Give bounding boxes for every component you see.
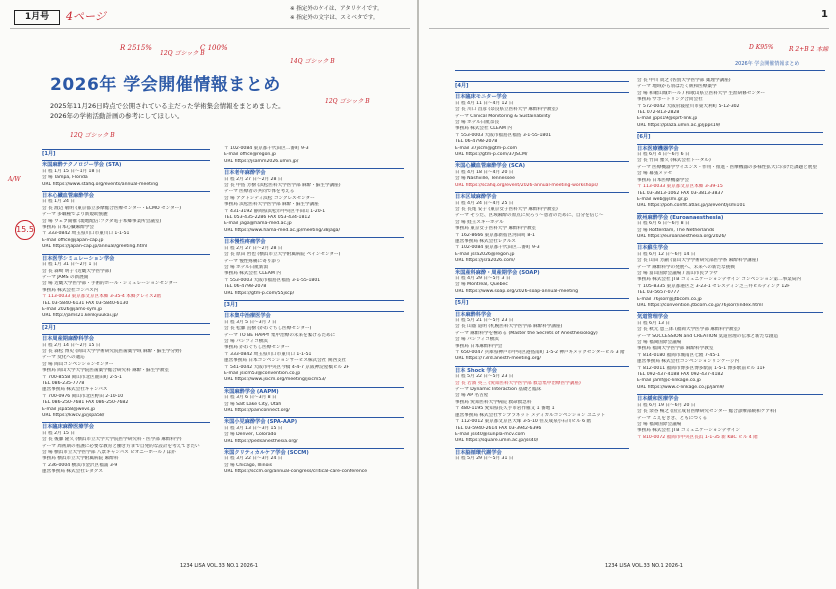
- left-column-1: [42, 146, 210, 476]
- listing-line: 会 長 山田 芳嗣 (富山大学学術研究部医学系 麻酔科学講座): [637, 258, 759, 264]
- listing-line: 会 長 森崎 明子 (近畿大学医学部): [42, 268, 112, 274]
- listing-line: 〒 112-0012 東京都文京区大塚 3-5-10 住友成泉小石川ビル 6 階: [455, 419, 592, 425]
- listing-line: 日 程 4月 18 日～4月 20 日: [455, 169, 514, 175]
- handwritten-note: 12Q ゴシック B: [160, 50, 205, 57]
- listing-url[interactable]: URL https://poh.confit.atlas.jp/ja/event/jsmi101: [637, 203, 746, 209]
- listing-line: 運営事務局 株式会社コンベンションリンケージ内: [637, 359, 740, 365]
- listing-line: 〒 236-0004 横浜市金沢区福浦 3-9: [42, 462, 118, 468]
- right-column-1: [455, 78, 629, 463]
- notice-line-2: ※ 指定外の文字は、スミベタです。: [290, 15, 379, 21]
- listing-url[interactable]: URL http://jams21.kenkyuukai.jp/: [42, 313, 119, 319]
- listing-url[interactable]: URL https://gtm-p.com/37JSCM/: [455, 152, 528, 158]
- section-heading: [2月]: [42, 323, 210, 331]
- listing-line: E-mail office@regon.jp: [224, 152, 276, 158]
- section-heading: 日本慢性疼痛学会: [224, 237, 404, 245]
- section-heading: 日本緩和医療学会: [637, 394, 823, 402]
- section-heading: 気道管理学会: [637, 312, 823, 320]
- running-banner: 2026年 学会開催情報まとめ: [735, 61, 800, 67]
- listing-line: 運営事務局 株式会社レグルス: [455, 238, 516, 244]
- listing-line: テーマ 麻酔科学の発展へ、未来への新たな挑戦: [637, 264, 735, 270]
- listing-line: 事務局 浜松医科大学医学部 麻酔・蘇生学講座: [224, 202, 319, 208]
- listing-line: 日 程 2月 14 日～2月 15 日: [42, 342, 101, 348]
- listing-line: 〒 810-0072 福岡市中央区長浜 1-1-35 新 KBC ビル 4 階: [637, 434, 758, 440]
- handwritten-note: 14Q ゴシック B: [290, 58, 335, 65]
- listing-line: 〒 431-3192 静岡県浜松市中央区半田山 1-20-1: [224, 208, 326, 214]
- listing-line: 会 場 Salt Lake City, Utah: [224, 401, 282, 407]
- listing-line: 事務局 東京女子医科大学 麻酔科学教室: [455, 226, 537, 232]
- listing-line: 〒 113-0033 東京都文京区本郷 3-39-15: [637, 184, 723, 190]
- listing-line: E-mail jsicm53@convention.co.jp: [224, 371, 301, 376]
- left-page: [0, 0, 417, 589]
- listing-line: 会 長 秋元 恵三郎 (福岡大学医学部 麻酔科学教室): [637, 327, 740, 333]
- handwritten-note: C 100%: [200, 44, 228, 52]
- listing-line: テーマ SUCCESSION and CREATION 気道管理の伝承と新たな創造: [637, 333, 779, 339]
- listing-url[interactable]: URL https://73rd.anesth-meeting.org/: [455, 356, 541, 362]
- listing-line: 日 程 5月 29 日～5月 31 日: [455, 456, 514, 462]
- listing-line: テーマ 変化への適応: [42, 355, 85, 361]
- listing-line: TEL 086-250-7681 FAX 086-250-7682: [42, 400, 129, 406]
- listing-url[interactable]: URL https://pedsanesthesia.org/: [224, 438, 298, 444]
- listing-line: 会 場 富山国際会議場 / 富山市民プラザ: [637, 270, 718, 276]
- section-heading: 日本臨床モニター学会: [455, 92, 629, 100]
- page-number: 1: [821, 9, 828, 20]
- section-heading: 日本心臓血管麻酔学会: [42, 191, 210, 199]
- listing-line: 会 場 アクトシティ浜松 コングレスセンター: [224, 195, 315, 201]
- listing-line: 日 程 4月 29 日～5月 3 日: [455, 275, 511, 281]
- listing-line: 事務局 福岡大学医学部 麻酔科学教室: [637, 346, 714, 352]
- section-heading: [5月]: [455, 298, 629, 306]
- listing-line: 会 場 AP 名古屋: [455, 393, 489, 399]
- top-rule: [10, 28, 410, 29]
- listing-line: 会 場 幕張メッセ: [637, 171, 673, 177]
- listing-line: 日 程 3月 5 日～3月 7 日: [224, 319, 277, 325]
- listing-line: 会 場 岡山コンベンションセンター: [42, 361, 114, 367]
- listing-line: テーマ 地域から羽ばたく緩和医療薬学: [637, 84, 717, 90]
- listing-line: 日 程 4月 11 日～4月 12 日: [455, 100, 514, 106]
- listing-line: 〒 812-0011 福岡市博多区博多駅前 1-5-1 博多駅前ビル 11F: [637, 365, 766, 371]
- intro-line-2: 2026年の学術活動計画の参考にしてほしい。: [50, 112, 184, 120]
- listing-line: 〒 102-0084 東京都千代田区二番町 9-3: [224, 146, 309, 151]
- listing-line: 日 程 3月 22 日～3月 24 日: [224, 456, 283, 462]
- listing-line: 〒 814-0180 福岡市城南区七隈 7-45-1: [637, 352, 720, 358]
- listing-line: 事務局 株式会社 JTB コミュニケーションデザイン コンベンション第二事業局内: [637, 277, 801, 283]
- listing-line: TEL 03-5940-2614 FAX 03-3942-6396: [455, 425, 542, 431]
- listing-line: 日 程 2月 27 日～2月 28 日: [224, 176, 283, 182]
- listing-line: TEL 03-5840-6131 FAX 03-5840-6130: [42, 300, 129, 306]
- listing-url[interactable]: URL https://kwcv.jp/jspa58/: [42, 413, 105, 419]
- listing-line: 日 程 4月 24 日～4月 25 日: [455, 200, 514, 206]
- listing-url[interactable]: URL https://www.jsicm.org/meeting/jsicm53/: [224, 377, 326, 383]
- listing-line: 事務局 愛知医科大学病院 救命救急科: [455, 399, 532, 405]
- page-footer: 1234 LISA VOL.33 NO.1 2026-1: [180, 563, 258, 569]
- right-column-2: [637, 78, 823, 441]
- listing-line: 日 程 2月 27 日～2月 28 日: [224, 245, 283, 251]
- listing-line: 会 場 ウェブ開催 (現地配信:フクダ電子本郷事業所会議室): [42, 218, 162, 224]
- section-heading: 欧州麻酔学会 (Euroanaesthesia): [637, 213, 823, 221]
- listing-line: テーマ こえをきき、ともにつくる: [637, 415, 708, 421]
- listing-line: 日 程 6月 19 日～6月 20 日: [637, 402, 696, 408]
- listing-line: 会 長 渡辺 敬明 (東京都立多摩総合医療センター・ECMO センター): [42, 205, 182, 211]
- listing-line: 〒 650-0047 兵庫県神戸市中央区港島南町 1-5-2 神戸キメックセンタービル 3 階: [455, 350, 625, 356]
- listing-line: テーマ 多職種でより新規助族麗: [42, 212, 108, 218]
- listing-url[interactable]: URL https://jsamm2026.umin.jp/: [224, 158, 299, 164]
- section-heading: 日本臨床麻酔医療学会: [42, 422, 210, 430]
- listing-line: 会 場 パシフィコ横浜: [224, 338, 268, 344]
- listing-line: 会 長 原田 哲也 (横浜市立大学附属病院 ペインセンター): [224, 252, 341, 258]
- section-heading: 日本区域麻酔学会: [455, 192, 629, 200]
- listing-line: TEL 03-3813-1062 FAX 03-3813-3837: [637, 190, 724, 196]
- listing-line: TEL 03-5657-0777: [637, 290, 680, 296]
- listing-line: 会 場 横浜市立大学医学部 八景キャンパス ピオニーホール / ほか: [42, 450, 176, 456]
- listing-line: 日 程 1月 24 日: [42, 199, 75, 205]
- handwritten-note: D K95%: [749, 44, 774, 51]
- listing-line: E-mail web@jsmi.gr.jp: [637, 196, 688, 202]
- section-heading: 日本医学シミュレーション学会: [42, 254, 210, 262]
- listing-line: 会 場 Tampa, Florida: [42, 175, 88, 181]
- listing-line: 事務局 サポートリンク合同会社: [637, 97, 703, 103]
- circled-note: 15.5: [15, 220, 35, 240]
- listing-url[interactable]: URL https://www.stahq.org/events/annual-meeting: [42, 181, 159, 187]
- section-heading: 米国クリティカルケア学会 (SCCM): [224, 448, 404, 456]
- listing-line: 会 長 余谷 暢之 (国立成育医療研究センター 総合診療部緩和ケア科): [637, 409, 777, 415]
- listing-line: TEL 053-435-2286 FAX 053-434-1812: [224, 215, 311, 221]
- listing-line: TEL 092-437-4188 FAX 092-437-4182: [637, 372, 724, 378]
- listing-line: テーマ 麻酔科学を極める (Master the Secrets of Anesthesiology): [455, 330, 598, 336]
- listing-line: 〒 553-0003 大阪市福島区福島 3-1-55-1801: [224, 277, 321, 283]
- listing-line: 運営事務局 株式会社サンプラネット メディカルコンベンション ユニット: [455, 412, 606, 418]
- listing-line: 日 程 3月 13 日～3月 15 日: [224, 425, 283, 431]
- listing-line: 事務局 日本医療機器学会: [637, 177, 689, 183]
- listing-line: E-mail jsra2026@regon.jp: [455, 251, 515, 257]
- listing-line: E-mail jss40@sunpla-mcv.com: [455, 431, 525, 437]
- handwritten-note: 12Q ゴシック B: [325, 98, 370, 105]
- listing-line: 事務局 株式会社 CLEAM 内: [224, 271, 281, 277]
- section-heading: 米国産科麻酔・周産期学会 (SOAP): [455, 268, 629, 276]
- listing-line: テーマ 医療者の共同で体を考える: [224, 189, 295, 195]
- listing-line: 会 長 中川 貴之 (佐賀大学医学部 薬理学講座): [637, 78, 731, 83]
- listing-line: 運営事務局 株式会社キャンパス: [42, 387, 108, 393]
- page-title: 2026年 学会開催情報まとめ: [50, 75, 281, 95]
- listing-line: 日 程 6月 12 日～6月 14 日: [637, 251, 696, 257]
- listing-line: 〒 480-1195 愛知県長久手市岩作雁又 1 番地 1: [455, 406, 555, 412]
- handwritten-note: 12Q ゴシック B: [70, 132, 115, 139]
- handwritten-page-note: 4ページ: [66, 10, 106, 23]
- listing-line: 運営事務局 株式会社レダクス: [42, 469, 103, 475]
- listing-line: 会 長 後藤 隆久 (横浜市立大学大学院医学研究科・医学部 麻酔科学): [42, 437, 182, 443]
- listing-url[interactable]: URL https://gtm-p.com/55jscp/: [224, 290, 295, 296]
- handwritten-note: A/W: [8, 176, 21, 183]
- listing-line: 事務局 株式会社コンパス内: [42, 287, 99, 293]
- section-heading: 米国小児麻酔学会 (SPA-AAP): [224, 417, 404, 425]
- listing-line: 会 場 Chicago, Illinois: [224, 462, 273, 468]
- listing-line: 会 場 福岡国際会議場: [637, 421, 682, 427]
- listing-line: 日 程 6月 6 日～6月 8 日: [637, 221, 690, 227]
- listing-line: 会 場 近畿大学医学部・手術的ホール・シミュレーションセンター: [42, 281, 178, 287]
- listing-line: テーマ 慢性疼痛に寄り添う: [224, 258, 281, 264]
- listing-line: テーマ そうだ、区域麻酔の原点に戻ろう～患者のために、自分を信じ～: [455, 213, 604, 219]
- section-heading: [4月]: [455, 81, 629, 89]
- section-heading: 米国心臓血管麻酔学会 (SCA): [455, 161, 629, 169]
- listing-url[interactable]: URL https://square.umin.ac.jp/jss40/: [455, 438, 539, 444]
- listing-line: 会 場 和歌山城ホール / 和歌山県立医科大学 生涯研修センター: [637, 90, 766, 96]
- listing-line: E-mail jamf@c-linkage.co.jp: [637, 378, 701, 384]
- listing-line: テーマ 周術期の看護に必要な教育と働き方まで自発的な設計を考えてきたい: [42, 443, 200, 449]
- listing-line: 事務局 岡山大学大学院医歯薬学総合研究科 麻酔・蘇生学教室: [42, 368, 169, 374]
- listing-line: 事務局 株式会社 JTB コミュニケーションデザイン: [637, 428, 740, 434]
- listing-line: 事務局 横浜市立大学附属病院 麻酔科: [42, 456, 119, 462]
- listing-url[interactable]: URL https://euroanaesthesia.org/2026/: [637, 233, 726, 239]
- section-heading: 日本老年麻酔学会: [224, 168, 404, 176]
- listing-line: 会 長 森松 博史 (岡山大学学術研究院医歯薬学域 麻酔・蘇生学分野): [42, 348, 182, 354]
- listing-line: 会 長 長尾 安子 (東京女子医科大学 麻酔科学教室): [455, 206, 558, 212]
- month-tab: 1月号: [14, 10, 60, 25]
- listing-line: 日 程 2月 15 日: [42, 430, 75, 436]
- section-heading: 日本周産期麻酔科学会: [42, 334, 210, 342]
- listing-line: 〒 700-8558 岡山市北区鹿田町 2-5-1: [42, 374, 122, 380]
- section-heading: [1月]: [42, 149, 210, 157]
- listing-url[interactable]: URL https://www.c-linkage.co.jp/jam9/: [637, 384, 725, 390]
- page-footer: 1234 LISA VOL.33 NO.1 2026-1: [605, 563, 683, 569]
- listing-line: 会 場 福岡国際会議場: [637, 340, 682, 346]
- listing-line: 会 長 松藤 直樹 (かわぐちし医療センター): [224, 326, 312, 332]
- listing-line: 〒 553-0003 大阪市福島区福島 3-1-55-1801: [455, 132, 552, 138]
- listing-line: テーマ TO BE HAPPY 集中治療の未来を繋げるために: [224, 332, 336, 338]
- listing-line: テーマ 医療機器学サイエンス - 作用・推進 - 医療機器の多様性拡大に向けた課題と展望: [637, 164, 817, 170]
- listing-line: 会 長 中島 芳樹 (浜松医科大学医学部 麻酔・蘇生学講座): [224, 183, 341, 189]
- left-column-2: [224, 146, 404, 476]
- listing-line: 〒 333-0842 埼玉県川口市東川口 1-1-51: [42, 231, 130, 237]
- listing-line: テーマ Clinical Monitoring & Sustainability: [455, 113, 551, 119]
- top-rule: [429, 28, 829, 29]
- listing-url[interactable]: URL https://convention.jtbcom.co.jp/76jsorr/index.html: [637, 303, 763, 308]
- section-heading: 米国麻酔テクノロジー学会 (STA): [42, 160, 210, 168]
- section-heading: 日本集中治療医学会: [224, 311, 404, 319]
- listing-url[interactable]: URL https://jsra2026.com/: [455, 258, 515, 264]
- section-heading: 日本脳循環代謝学会: [455, 448, 629, 456]
- listing-line: 運営事務局 日本コンベンションサービス株式会社 関西支社: [224, 358, 347, 364]
- section-heading: 日本麻酔科学会: [455, 310, 629, 318]
- listing-line: 日 程 1月 15 日～1月 18 日: [42, 168, 101, 174]
- listing-line: 会 場 Nashville, Tennessee: [455, 176, 515, 182]
- listing-url[interactable]: URL https://www.soap.org/2026-soap-annual-meeting: [455, 288, 579, 294]
- listing-line: 日 程 5月 21 日～5月 23 日: [455, 318, 514, 323]
- listing-line: 会 場 Rotterdam, The Netherlands: [637, 227, 715, 233]
- listing-line: 〒 162-8666 東京都新宿区河田町 8-1: [455, 232, 535, 238]
- listing-url[interactable]: URL https://painconnect.org/: [224, 408, 290, 414]
- section-heading: 日本蘇生学会: [637, 243, 823, 251]
- listing-url[interactable]: URL https://japan-cap.jp/annual/greeting.html: [42, 244, 148, 250]
- listing-line: TEL 072-813-2828: [637, 110, 680, 116]
- listing-line: TEL 06-4798-2078: [455, 139, 498, 145]
- section-heading: 米国麻酔学会 (AAPM): [224, 387, 404, 395]
- intro-line-1: 2025年11月26日時点で公開されている主だった学術集会情報をまとめました。: [50, 102, 285, 110]
- handwritten-note: R 2515%: [120, 44, 152, 52]
- listing-line: 事務局 日本麻酔科学会: [455, 343, 503, 349]
- listing-line: 会 場 ホテル日航奈良: [455, 120, 500, 126]
- listing-line: E-mail 2026@jams-sym.jp: [42, 306, 103, 312]
- listing-line: テーマ Dynamic Interaction 基礎と臨床: [455, 387, 542, 393]
- listing-line: 会 場 Denver, Colorado: [224, 432, 277, 438]
- listing-line: 〒 541-0042 大阪市中央区今橋 4-4-7 京阪神淀屋橋ビル 2F: [224, 364, 350, 370]
- listing-line: 日 程 6月 4 日～6月 6 日: [637, 152, 690, 158]
- listing-line: 会 場 経王スキーホテル: [455, 219, 504, 225]
- listing-line: 会 長 竹田 雅久 (株式会社トータル): [637, 158, 711, 164]
- banner-rule: [455, 70, 825, 71]
- listing-line: E-mail jspa58@wevs.jp: [42, 406, 96, 412]
- listing-line: 〒 572-0042 大阪府寝屋川市東大利町 5-12-302: [637, 103, 740, 109]
- listing-line: E-mail jaga@hama-med.ac.jp: [224, 221, 292, 227]
- listing-line: 〒 113-0033 東京都文京区本郷 3-35-4 本郷グレイス2階: [42, 294, 162, 300]
- section-heading: 日本 Shock 学会: [455, 366, 629, 374]
- listing-url[interactable]: URL https://www.hama-med.ac.jp/meeting/38jaga/: [224, 227, 341, 233]
- listing-line: 事務局 かわぐちし医療センター: [224, 345, 290, 351]
- listing-line: 〒 333-0842 埼玉県川口市東川口 1-1-51: [224, 351, 312, 357]
- listing-line: 〒 700-0976 岡山市北区野田 2-10-10: [42, 393, 124, 399]
- listing-line: 〒 102-0084 東京都千代田区二番町 9-3: [455, 245, 540, 251]
- listing-url[interactable]: URL https://sccm.org/annual-congress/critical-care-conference: [224, 469, 368, 475]
- handwritten-note: R 2+B 2 本線: [789, 46, 829, 53]
- listing-line: 会 場 ホテル日航新潟: [224, 264, 269, 270]
- listing-line: TEL 086-235-7778: [42, 381, 85, 386]
- listing-line: E-mail 37jscm@gtm-p.com: [455, 145, 518, 151]
- listing-line: 会 場 パシフィコ横浜: [455, 337, 499, 343]
- listing-url[interactable]: URL https://plaza.umin.ac.jp/jpps19/: [637, 122, 721, 128]
- listing-line: 会 長 山蔭 道明 (札幌医科大学医学部 麻酔科学講座): [455, 324, 563, 330]
- listing-line: 日 程 3月 6 日～3月 8 日: [224, 395, 277, 401]
- listing-line: E-mail 76jsorr@jtbcom.co.jp: [637, 296, 702, 302]
- listing-line: 会 長 川口 昌彦 (奈良県立医科大学 麻酔科学教室): [455, 107, 558, 113]
- listing-line: 事務局 株式会社 CLEAM 内: [455, 126, 512, 132]
- listing-line: 日 程 1月 31 日～2月 1 日: [42, 262, 98, 268]
- section-heading: [6月]: [637, 132, 823, 140]
- section-heading: 日本医療機器学会: [637, 144, 823, 152]
- right-page: [419, 0, 836, 589]
- listing-line: 会 長 若濱 英三 (愛知医科大学医学部 救急集中治療医学講座): [455, 380, 581, 386]
- listing-line: 事務局 日本心臓麻酔学会: [42, 225, 94, 231]
- listing-line: 会 場 Montreal, Quebec: [455, 282, 508, 288]
- listing-url[interactable]: URL https://scahq.org/event/2026-annual-meeting-workshops/: [455, 182, 599, 188]
- listing-line: 日 程 6月 13 日: [637, 320, 670, 326]
- listing-line: テーマ JAMS の新展開: [42, 274, 89, 280]
- listing-line: E-mail office@japan-cap.jp: [42, 237, 104, 243]
- listing-line: 〒 105-8335 東京都港区芝 3-23-1 セレスティン芝三井ビルディング 12F: [637, 283, 790, 289]
- notice-line-1: ※ 指定外のケイは、アタリケイです。: [290, 6, 383, 12]
- listing-line: E-mail jpps19@sprt-link.jp: [637, 116, 698, 122]
- section-heading: [3月]: [224, 300, 404, 308]
- listing-line: TEL 06-4798-2078: [224, 284, 267, 290]
- listing-line: 日 程 5月 22 日～5月 23 日: [455, 374, 514, 380]
